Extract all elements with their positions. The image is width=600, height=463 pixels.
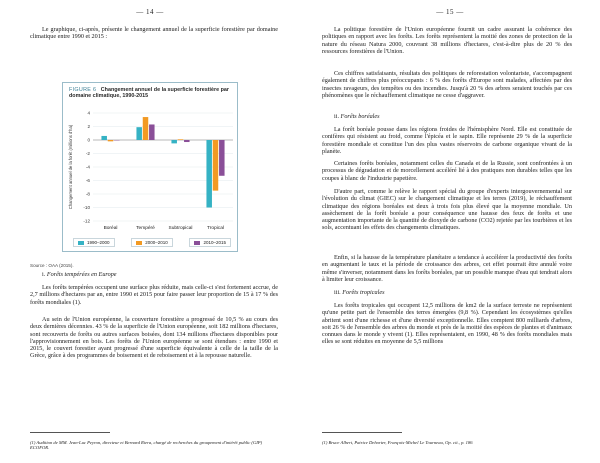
legend-label: 2000–2010 [145,240,168,245]
y-tick-label: -8 [85,191,90,197]
y-tick-label: -2 [85,151,90,157]
bar [171,140,177,143]
footnote-rule [30,432,110,433]
x-tick-label: Subtropical [168,226,193,231]
heading-text: Forêts tropicales [342,289,385,296]
paragraph-boreal-1: La forêt boréale pousse dans les régions froides de l'hémisphère Nord. Elle est constituée de conifères qui résistent au froid, comme l'épicéa et le sapin. Elle représente 29 % de la superficie forestière mondiale et constitue l'un des plus vastes réservoirs de carbone organique vivant de la planète. [322,126,572,155]
heading-number: i. [42,271,46,278]
y-tick-label: -12 [83,218,90,224]
bar [143,117,149,140]
bar [219,140,225,176]
paragraph-temperate-2: Au sein de l'Union européenne, la couverture forestière a progressé de 10,5 % au cours des deux dernières décennies. 43 % de la superficie de l'Union européenne, soit 182 millions d'hectares, sont recouverts de forêts ou autres surfaces boisées, dont 134 millions d'hectares disponibles pour l'approvisionnement en bois. Les forêts de l'Union européenne se sont étendues : entre 1990 et 2015, le couvert forestier ayant progressé d'une superficie équivalente à celle de la taille de la Grèce, grâce à des programmes de boisement et de reboisement et à la repousse naturelle. [30,316,278,360]
paragraph-boreal-2: Certaines forêts boréales, notamment celles du Canada et de la Russie, sont confrontées à un processus de dégradation et de morcellement accéléré lié à des pratiques non durables telles que les coupes à blanc de l'industrie papetière. [322,160,572,182]
footnote: (1) Audition de MM. Jean-Luc Peyron, directeur et Bernard Riera, chargé de recherches du groupement d'intérêt public (GIP) ECOFOR. [30,439,263,450]
heading-number: iii. [334,289,341,296]
bar [108,140,114,141]
footnote: (1) Bruce Albert, Patrice Dehorter, François-Michel Le Tourneau, Op. cit., p. 186 [322,439,473,445]
legend-swatch [78,241,84,245]
legend-item [73,238,115,247]
page-number: — 15 — [436,8,464,16]
paragraph-boreal-3: D'autre part, comme le relève le rapport spécial du groupe d'experts intergouvernemental sur l'évolution du climat (GIEC) sur le changement climatique et les terres (2019), le réchauffement climatique des régions boréales est deux à trois fois plus élevé que la moyenne mondiale. Un assèchement de la forêt boréale a pour conséquence une hausse des feux de forêts et une augmentation importante de la quantité de dioxyde de carbone (CO2) rejetée par les tourbières et les sols, accentuant les effets des changements climatiques. [322,188,572,232]
heading-text: Forêts boréales [340,113,380,120]
right-page [300,0,600,463]
bar [213,140,219,191]
legend-item [131,238,173,247]
bar [149,124,155,140]
x-tick-label: Tropical [207,226,224,231]
figure-source: Source : OAA (2015). [30,262,74,268]
paragraph-tropical-1: Les forêts tropicales qui occupent 12,5 millions de km2 de la surface terreste ne représentent qu'une petite part de l'ensemble des terres émergées (9,8 %). Cependant les écosystèmes qu'elles abritent sont d'une richesse et d'une diversité exceptionnelle. Elles comptent 800 milliards d'arbres, soit 26 % de l'ensemble des arbres du monde et près de la moitié des espèces de plantes et d'animaux connues dans le monde y vivent (1). Elles représentaient, en 1990, 48 % des forêts mondiales mais elles se sont réduites en moyenne de 5,5 millions [322,302,572,346]
bar [101,136,107,140]
bar [184,140,190,142]
bar-chart [63,97,239,245]
y-tick-label: 0 [87,137,90,143]
legend-label: 2010–2015 [203,240,226,245]
section-heading-temperate [42,271,117,278]
y-tick-label: 4 [87,110,90,116]
legend-label: 1990–2000 [87,240,110,245]
x-tick-label: Tempéré [136,226,155,231]
bar [136,127,142,140]
bar [206,140,212,208]
x-tick-label: Boréal [103,226,118,231]
figure-label: FIGURE 6 [69,87,97,93]
chart-legend [73,238,231,247]
figure-forest-change [62,82,238,252]
heading-number: ii. [334,113,339,120]
intro-paragraph: Le graphique, ci-après, présente le changement annuel de la superficie forestière par domaine climatique entre 1990 et 2015 : [30,26,278,41]
legend-swatch [136,241,142,245]
footnote-rule [322,432,402,433]
legend-item [189,238,231,247]
y-tick-label: -4 [85,164,90,170]
y-tick-label: 2 [87,124,90,130]
y-axis-label: Changement annuel de la forêt (millions d'ha) [68,124,73,210]
figure-title-text: Changement annuel de la superficie forestière par domaine climatique, 1990-2015 [69,87,229,100]
paragraph-temperate-1: Les forêts tempérées occupent une surface plus réduite, mais celle-ci s'est fortement accrue, de 2,7 millions d'hectares par an, entre 1990 et 2015 pour faire passer leur proportion de 15 à 17 % des forêts mondiales (1). [30,284,278,306]
page-number: — 14 — [136,8,164,16]
paragraph-figures: Ces chiffres satisfaisants, résultats des politiques de reforestation volontariste, s'accompagnent également de chiffres plus préoccupants : 6 % des forêts d'Europe sont malades, affectées par des insectes ravageurs, des tempêtes ou des incendies. Jusqu'à 20 % des arbres seraient touchés par ces phénomènes que le réchauffement climatique ne cesse d'aggraver. [322,70,572,99]
y-tick-label: -10 [83,205,90,211]
paragraph-boreal-4: Enfin, si la hausse de la température planétaire a tendance à accélérer la productivité des forêts en augmentant le taux et la période de croissance des arbres, cet effet pourrait être annulé voire même s'inverser, notamment dans les forêts boréales, par un possible manque d'eau qui tendrait alors à limiter leur croissance. [322,254,572,283]
bar [178,139,184,140]
heading-text: Forêts tempérées en Europe [46,271,117,278]
y-tick-label: -6 [85,178,90,184]
paragraph-eu-policy: La politique forestière de l'Union européenne fournit un cadre assurant la cohérence des politiques en rapport avec les forêts. Les forêts représentent la moitié des zones de protection de la nature du réseau Natura 2000, couvrant 38 millions d'hectares, c'est-à-dire plus de 20 % des ressources forestières de l'Union. [322,26,572,55]
section-heading-boreal [334,113,380,120]
section-heading-tropical [334,289,384,296]
legend-swatch [194,241,200,245]
